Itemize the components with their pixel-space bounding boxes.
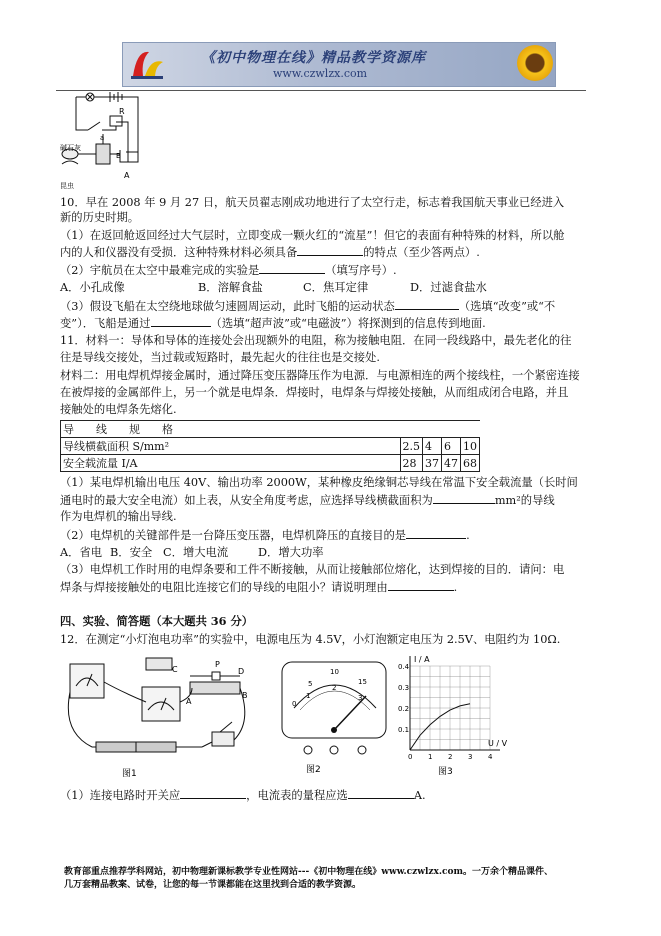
fig2-tick-3: 3 xyxy=(358,694,363,702)
fig1-caption: 图1 xyxy=(122,769,137,779)
chart-x-tick-label: 4 xyxy=(488,753,493,761)
label-b: B xyxy=(116,152,121,160)
q11-s3b-text: 焊条与焊接接触处的电阻比连接它们的导线的电阻小？请说明理由 xyxy=(60,581,388,594)
q11-s1c: 作为电焊机的输出导线. xyxy=(60,510,177,523)
chart-x-tick-label: 2 xyxy=(448,753,453,761)
q10-p1b-end: 的特点（至少答两点）. xyxy=(363,246,480,259)
fig3-caption: 图3 xyxy=(438,767,453,776)
fig1-label-b: B xyxy=(242,691,248,700)
q10-p3a-end: （选填“改变”或“不 xyxy=(458,300,556,313)
site-logo-icon xyxy=(127,46,167,82)
q11-m1b: 往是导线交接处，当过载或短路时，最先起火的往往也是交接处. xyxy=(60,351,380,364)
q10-p3b-text: 变”）．飞船是通过 xyxy=(60,317,151,330)
q12-part1-text: （1）连接电路时开关应 xyxy=(60,789,181,802)
q11-s2 xyxy=(60,527,470,543)
table-cell: 37 xyxy=(423,455,442,472)
table-row xyxy=(61,421,480,438)
label-insect: 昆虫 xyxy=(60,182,74,190)
footer-line2: 几万套精品教案、试卷，让您的每一节课都能在这里找到合适的教学资源。 xyxy=(64,880,362,890)
table-cell: 10 xyxy=(461,438,480,455)
chart-x-tick-label: 1 xyxy=(428,753,433,761)
label-lime: 碱石灰 xyxy=(60,144,81,152)
fig1-label-c: C xyxy=(172,665,178,674)
sunflower-icon xyxy=(517,45,553,81)
q11-answer-blank-2[interactable] xyxy=(406,527,466,539)
q11-s2-text: （2）电焊机的关键部件是一台降压变压器，电焊机降压的直接目的是 xyxy=(60,529,407,542)
q10-opt-b: B．溶解食盐 xyxy=(198,281,263,294)
q10-answer-blank-3[interactable] xyxy=(395,298,459,310)
fig2-tick-15: 15 xyxy=(358,678,367,686)
q11-s1b-end: mm²的导线 xyxy=(494,494,555,507)
table-cell: 68 xyxy=(461,455,480,472)
banner-title: 《初中物理在线》精品教学资源库 xyxy=(201,50,426,66)
q10-p1b-text: 内的人和仪器没有受损．这种特殊材料必须具备 xyxy=(60,246,298,259)
chart-x-tick-label: 3 xyxy=(468,753,473,761)
table-cell-label: 安全载流量 I/A xyxy=(61,455,401,472)
q11-answer-blank-3[interactable] xyxy=(388,579,454,591)
q10-opt-a: A．小孔成像 xyxy=(60,281,125,294)
q10-line2: 新的历史时期。 xyxy=(60,211,140,224)
q10-opt-c: C．焦耳定律 xyxy=(303,281,369,294)
q11-answer-blank-1[interactable] xyxy=(433,492,495,504)
fig1-label-p: P xyxy=(215,660,220,669)
q11-s3a: （3）电焊机工作时用的电焊条要和工件不断接触，从而让接触部位熔化，达到焊接的目的．请问：电 xyxy=(60,563,565,576)
chart-y-tick-label: 0.1 xyxy=(398,726,410,734)
fig2-tick-1: 1 xyxy=(306,692,311,700)
q10-p3a xyxy=(60,298,555,314)
q11-s2-opt-a: A．省电 xyxy=(60,546,103,559)
wire-spec-table xyxy=(60,420,480,472)
insect-circuit-figure xyxy=(58,92,158,192)
q11-s2-opt-b: B．安全 xyxy=(110,546,153,559)
table-cell: 28 xyxy=(400,455,423,472)
fig2-tick-10: 10 xyxy=(330,668,339,676)
table-cell: 47 xyxy=(442,455,461,472)
fig3-iu-chart xyxy=(398,654,508,776)
q10-line1: 10．早在 2008 年 9 月 27 日，航天员翟志刚成功地进行了太空行走，标志着我国航天事业已经进入 xyxy=(60,196,565,209)
fig1-apparatus xyxy=(62,652,272,782)
q12-part1-mid: ，电流表的量程应选 xyxy=(246,789,348,802)
label-a-small: a xyxy=(100,134,105,142)
q11-s1a: （1）某电焊机输出电压 40V、输出功率 2000W，某种橡皮绝缘铜芯导线在常温下安全载流量（长时间 xyxy=(60,476,578,489)
q10-p2-end: （填写序号）. xyxy=(325,264,397,277)
q12-text: 12．在测定“小灯泡电功率”的实验中，电源电压为 4.5V，小灯泡额定电压为 2.5V、电阻约为 10Ω. xyxy=(60,633,561,646)
fig2-meter xyxy=(280,660,390,780)
q11-s2-opt-c: C．增大电流 xyxy=(163,546,229,559)
q11-s1b xyxy=(60,492,555,508)
chart-y-tick-label: 0.4 xyxy=(398,663,410,671)
q10-p1a: （1）在返回舱返回经过大气层时，立即变成一颗火红的“流星”！但它的表面有种特殊的材料，所以舱 xyxy=(60,229,565,242)
chart-x-axis-label: U / V xyxy=(488,739,508,748)
fig1-label-d: D xyxy=(238,667,245,676)
chart-y-axis-label: I / A xyxy=(414,655,430,664)
label-r: R xyxy=(119,107,125,116)
q11-m1a: 11．材料一：导体和导体的连接处会出现额外的电阻，称为接触电阻．在同一段线路中，最先老化的往 xyxy=(60,334,572,347)
table-cell: 2.5 xyxy=(400,438,423,455)
section4-title: 四、实验、简答题（本大题共 36 分） xyxy=(60,614,254,628)
footer-line1: 教育部重点推荐学科网站，初中物理新课标教学专业性网站---《初中物理在线》www.czwlzx.com。一万余个精品课件、 xyxy=(64,867,554,877)
header-divider xyxy=(56,90,586,91)
q10-answer-blank-4[interactable] xyxy=(151,315,211,327)
chart-y-tick-label: 0.2 xyxy=(398,705,410,713)
table-row xyxy=(61,455,480,472)
fig2-tick-0: 0 xyxy=(292,700,297,708)
chart-y-tick-label: 0.3 xyxy=(398,684,410,692)
q11-s3b xyxy=(60,579,457,595)
q10-answer-blank-1[interactable] xyxy=(297,244,363,256)
q11-s2-opt-d: D．增大功率 xyxy=(258,546,324,559)
q10-p3b xyxy=(60,315,486,331)
table-cell: 4 xyxy=(423,438,442,455)
label-a: A xyxy=(124,171,130,180)
q11-s3b-end: . xyxy=(453,581,458,594)
q11-m2b: 在被焊接的金属部件上，另一个就是电焊条．焊接时，电焊条与焊接处接触，从而组成闭合电路，并且 xyxy=(60,386,569,399)
q11-m2a: 材料二：用电焊机焊接金属时，通过降压变压器降压作为电源．与电源相连的两个接线柱，一个紧密连接 xyxy=(60,369,580,382)
q10-answer-blank-2[interactable] xyxy=(259,262,325,274)
table-cell: 6 xyxy=(442,438,461,455)
q10-p3a-text: （3）假设飞船在太空绕地球做匀速圆周运动，此时飞船的运动状态 xyxy=(60,300,395,313)
q12-answer-blank-2[interactable] xyxy=(348,787,414,799)
q11-s1b-text: 通电时的最大安全电流）如上表，从安全角度考虑，应选择导线横截面积为 xyxy=(60,494,433,507)
header-banner xyxy=(122,42,556,87)
q11-s2-end: . xyxy=(466,529,470,542)
fig2-tick-2: 2 xyxy=(332,684,337,692)
fig2-tick-5: 5 xyxy=(308,680,313,688)
q10-p2-text: （2）宇航员在太空中最难完成的实验是 xyxy=(60,264,260,277)
q12-part1 xyxy=(60,787,426,803)
fig1-label-a: A xyxy=(186,697,192,706)
table-row xyxy=(61,438,480,455)
q10-p2 xyxy=(60,262,397,278)
q10-p1b xyxy=(60,244,480,260)
fig2-caption: 图2 xyxy=(306,765,321,775)
q11-m2c: 接触处的电焊条先熔化. xyxy=(60,403,177,416)
q12-answer-blank-1[interactable] xyxy=(180,787,246,799)
table-cell-label: 导线横截面积 S/mm² xyxy=(61,438,401,455)
q10-opt-d: D．过滤食盐水 xyxy=(410,281,487,294)
banner-url: www.czwlzx.com xyxy=(273,67,368,80)
table-header: 导 线 规 格 xyxy=(61,421,480,438)
q10-p3b-end: （选填“超声波”或“电磁波”）将探测到的信息传到地面. xyxy=(210,317,486,330)
q12-part1-end: A. xyxy=(413,789,426,802)
chart-x-tick-label: 0 xyxy=(408,753,413,761)
